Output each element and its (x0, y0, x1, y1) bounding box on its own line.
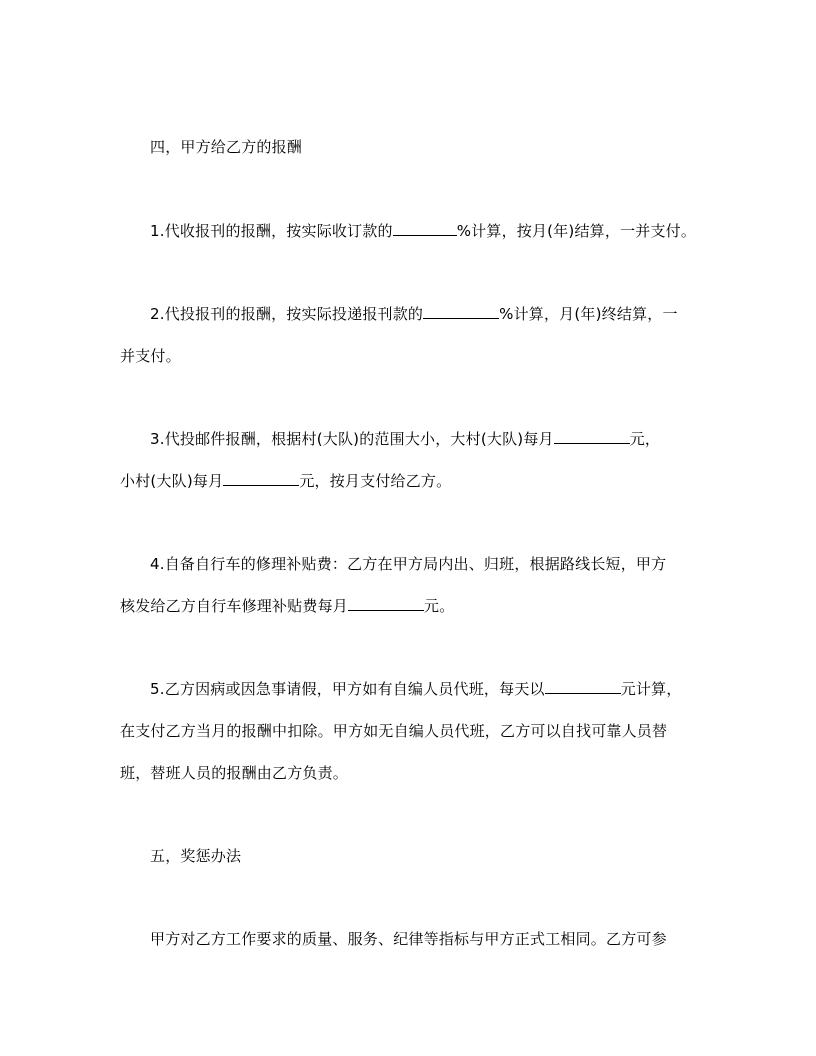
paragraph-item-4 (150, 554, 700, 574)
fill-in-blank (223, 471, 299, 486)
text-run: 甲方对乙方工作要求的质量、服务、纪律等指标与甲方正式工相同。乙方可参 (150, 930, 667, 948)
text-run: %计算，按月(年)结算，一并支付。 (456, 222, 697, 240)
paragraph-item-3 (150, 429, 700, 449)
text-run: 小村(大队)每月 (120, 472, 224, 490)
fill-in-blank (423, 304, 499, 319)
fill-in-blank (545, 679, 621, 694)
fill-in-blank (554, 429, 630, 444)
text-run: 2.代投报刊的报酬，按实际投递报刊款的 (150, 305, 424, 323)
text-run: 元计算， (620, 680, 682, 698)
text-run: 并支付。 (120, 347, 181, 365)
section-heading-4 (150, 137, 700, 157)
text-run: 元，按月支付给乙方。 (299, 472, 452, 490)
paragraph-item-5-cont (120, 721, 700, 741)
paragraph-item-2 (150, 304, 700, 324)
text-run: 在支付乙方当月的报酬中扣除。甲方如无自编人员代班，乙方可以自找可靠人员替 (120, 722, 668, 740)
fill-in-blank (393, 221, 457, 236)
section-heading-5 (150, 846, 700, 866)
paragraph-item-4-cont (120, 596, 700, 616)
paragraph-item-1 (150, 221, 700, 241)
text-run: 元， (629, 430, 661, 448)
text-run: %计算，月(年)终结算，一 (499, 305, 678, 323)
fill-in-blank (348, 596, 424, 611)
paragraph-item-5 (150, 679, 700, 699)
paragraph-item-2-cont (120, 346, 700, 366)
text-run: 3.代投邮件报酬，根据村(大队)的范围大小，大村(大队)每月 (150, 430, 554, 448)
heading-text: 五，奖惩办法 (150, 847, 242, 865)
text-run: 元。 (424, 597, 455, 615)
paragraph-item-5-cont2 (120, 763, 700, 783)
paragraph-item-3-cont (120, 471, 700, 491)
text-run: 5.乙方因病或因急事请假，甲方如有自编人员代班，每天以 (150, 680, 545, 698)
text-run: 核发给乙方自行车修理补贴费每月 (120, 597, 349, 615)
text-run: 班，替班人员的报酬由乙方负责。 (120, 764, 349, 782)
paragraph-section-5 (150, 929, 700, 949)
text-run: 4.自备自行车的修理补贴费：乙方在甲方局内出、归班，根据路线长短，甲方 (150, 555, 667, 573)
heading-text: 四，甲方给乙方的报酬 (150, 138, 303, 156)
text-run: 1.代收报刊的报酬，按实际收订款的 (150, 222, 393, 240)
